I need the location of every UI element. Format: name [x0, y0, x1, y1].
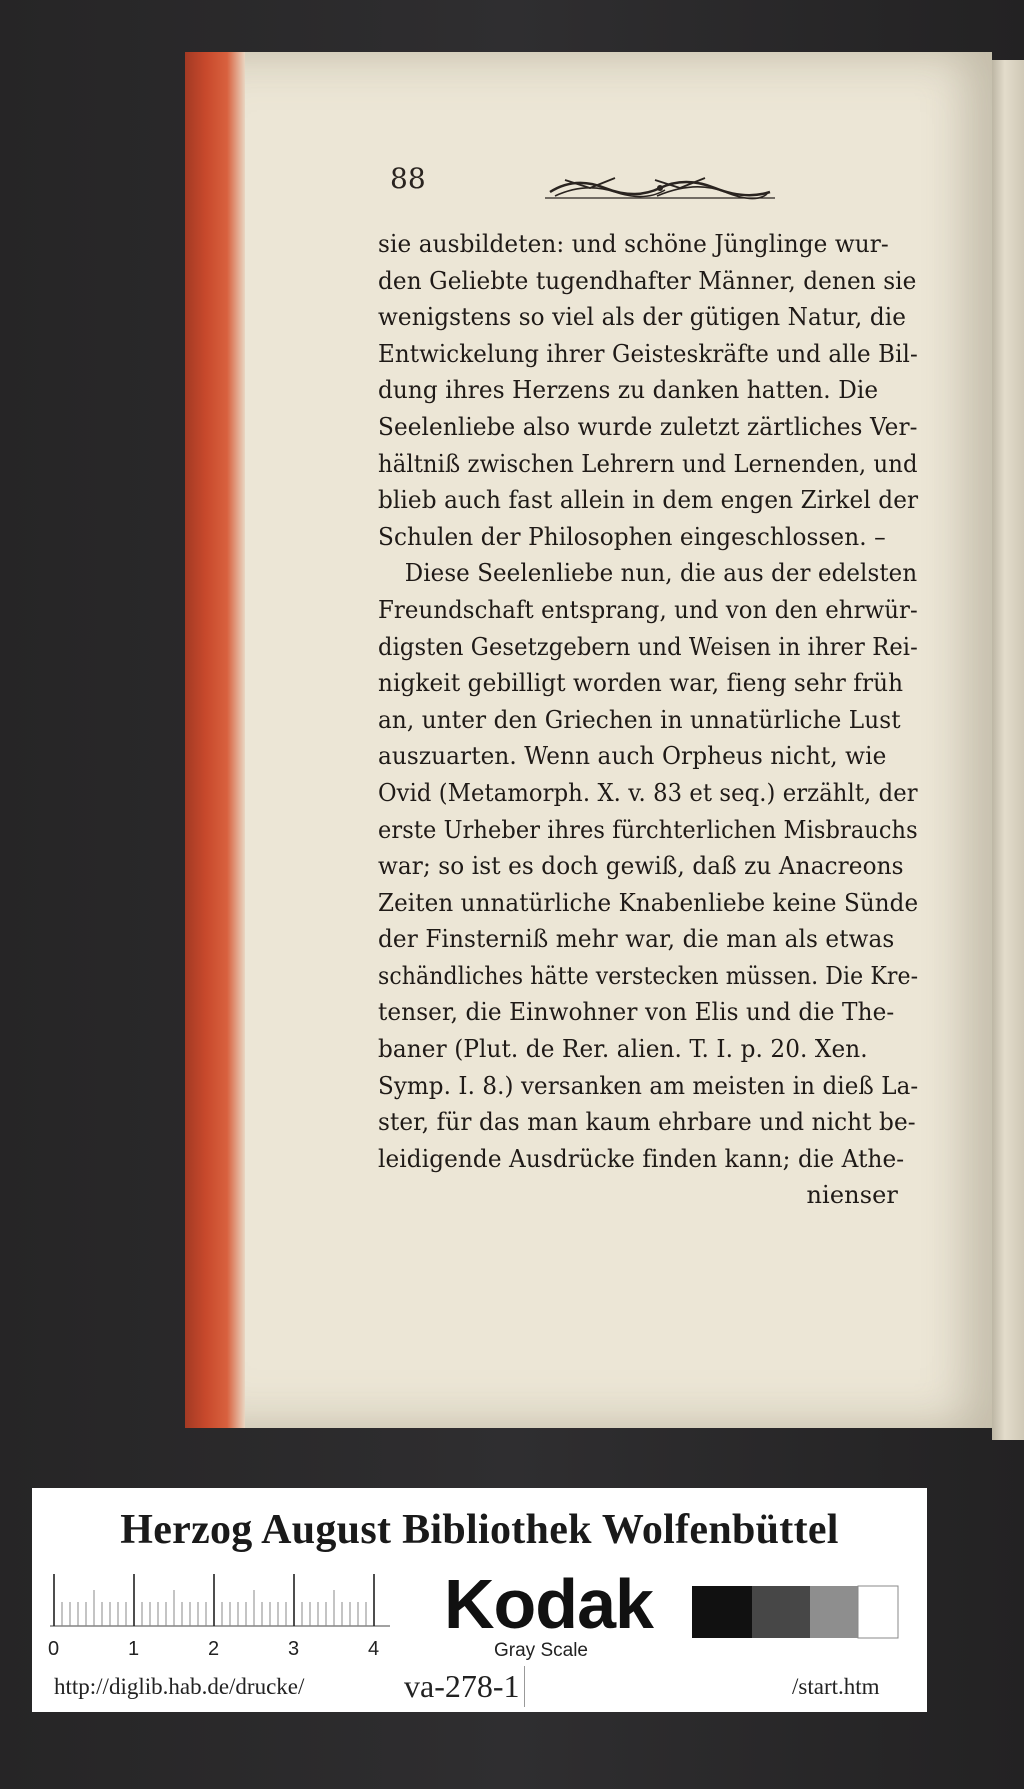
url-prefix: http://diglib.hab.de/drucke/	[54, 1674, 305, 1699]
body-text	[378, 226, 938, 1214]
library-name: Herzog August Bibliothek Wolfenbüttel	[120, 1507, 839, 1553]
gray-scale-swatches	[692, 1584, 902, 1640]
text-line: Ovid (Metamorph. X. v. 83 et seq.) erzählt, der	[378, 778, 918, 807]
page-number: 88	[390, 162, 426, 195]
text-line: sie ausbildeten: und schöne Jünglinge wur-	[378, 230, 889, 258]
scale-number: 3	[288, 1638, 300, 1660]
text-line: Diese Seelenliebe nun, die aus der edelsten	[404, 559, 918, 588]
text-line: baner (Plut. de Rer. alien. T. I. p. 20. Xen.	[378, 1035, 868, 1064]
printer-ornament-icon	[545, 166, 775, 204]
text-line: blieb auch fast allein in dem engen Zirkel der	[378, 486, 919, 515]
text-line: leidigende Ausdrücke finden kann; die Athe-	[378, 1144, 905, 1173]
library-label-card	[32, 1488, 927, 1712]
text-line: der Finsterniß mehr war, die man als etwas	[378, 925, 895, 954]
text-line: war; so ist es doch gewiß, daß zu Anacreons	[378, 852, 904, 881]
text-line: tenser, die Einwohner von Elis und die The-	[378, 998, 895, 1027]
text-line: Freundschaft entsprang, und von den ehrwür-	[378, 595, 918, 624]
text-line: Zeiten unnatürliche Knabenliebe keine Sünde	[378, 888, 919, 917]
gray-scale-caption: Gray Scale	[494, 1640, 588, 1661]
text-line: nigkeit gebilligt worden war, fieng sehr früh	[378, 669, 904, 698]
text-line: Symp. I. 8.) versanken am meisten in dieß La-	[378, 1071, 919, 1100]
shelfmark-id: va-278-1	[400, 1666, 525, 1707]
catchword: nienser	[806, 1181, 898, 1210]
text-line: hältniß zwischen Lehrern und Lernenden, und	[378, 449, 918, 478]
text-line: auszuarten. Wenn auch Orpheus nicht, wie	[378, 742, 887, 771]
url-suffix: /start.htm	[792, 1674, 880, 1699]
scale-number: 0	[48, 1638, 60, 1660]
adjacent-page-edge	[992, 60, 1024, 1440]
text-line: den Geliebte tugendhafter Männer, denen sie	[378, 266, 917, 295]
text-line: Schulen der Philosophen eingeschlossen. –	[378, 522, 886, 551]
text-line: an, unter den Griechen in unnatürliche Lust	[378, 705, 901, 734]
text-line: wenigstens so viel als der gütigen Natur, die	[378, 303, 907, 332]
ruler-scale	[50, 1568, 410, 1638]
text-line: Entwickelung ihrer Geisteskräfte und alle Bil-	[378, 339, 918, 368]
scale-number: 4	[368, 1638, 380, 1660]
text-line: ster, für das man kaum ehrbare und nicht be-	[378, 1108, 916, 1137]
scale-number: 2	[208, 1638, 220, 1660]
red-page-edge	[185, 52, 245, 1428]
scale-number: 1	[128, 1638, 140, 1660]
text-line: dung ihres Herzens zu danken hatten. Die	[378, 376, 879, 405]
page-header	[390, 162, 810, 208]
kodak-logo: Kodak	[444, 1565, 653, 1643]
text-line: Seelenliebe also wurde zuletzt zärtliches Ver-	[378, 412, 918, 441]
text-line: erste Urheber ihres fürchterlichen Misbrauchs	[378, 815, 918, 844]
text-line: schändliches hätte verstecken müssen. Die Kre-	[378, 961, 919, 990]
text-line: digsten Gesetzgebern und Weisen in ihrer Rei-	[378, 632, 918, 661]
